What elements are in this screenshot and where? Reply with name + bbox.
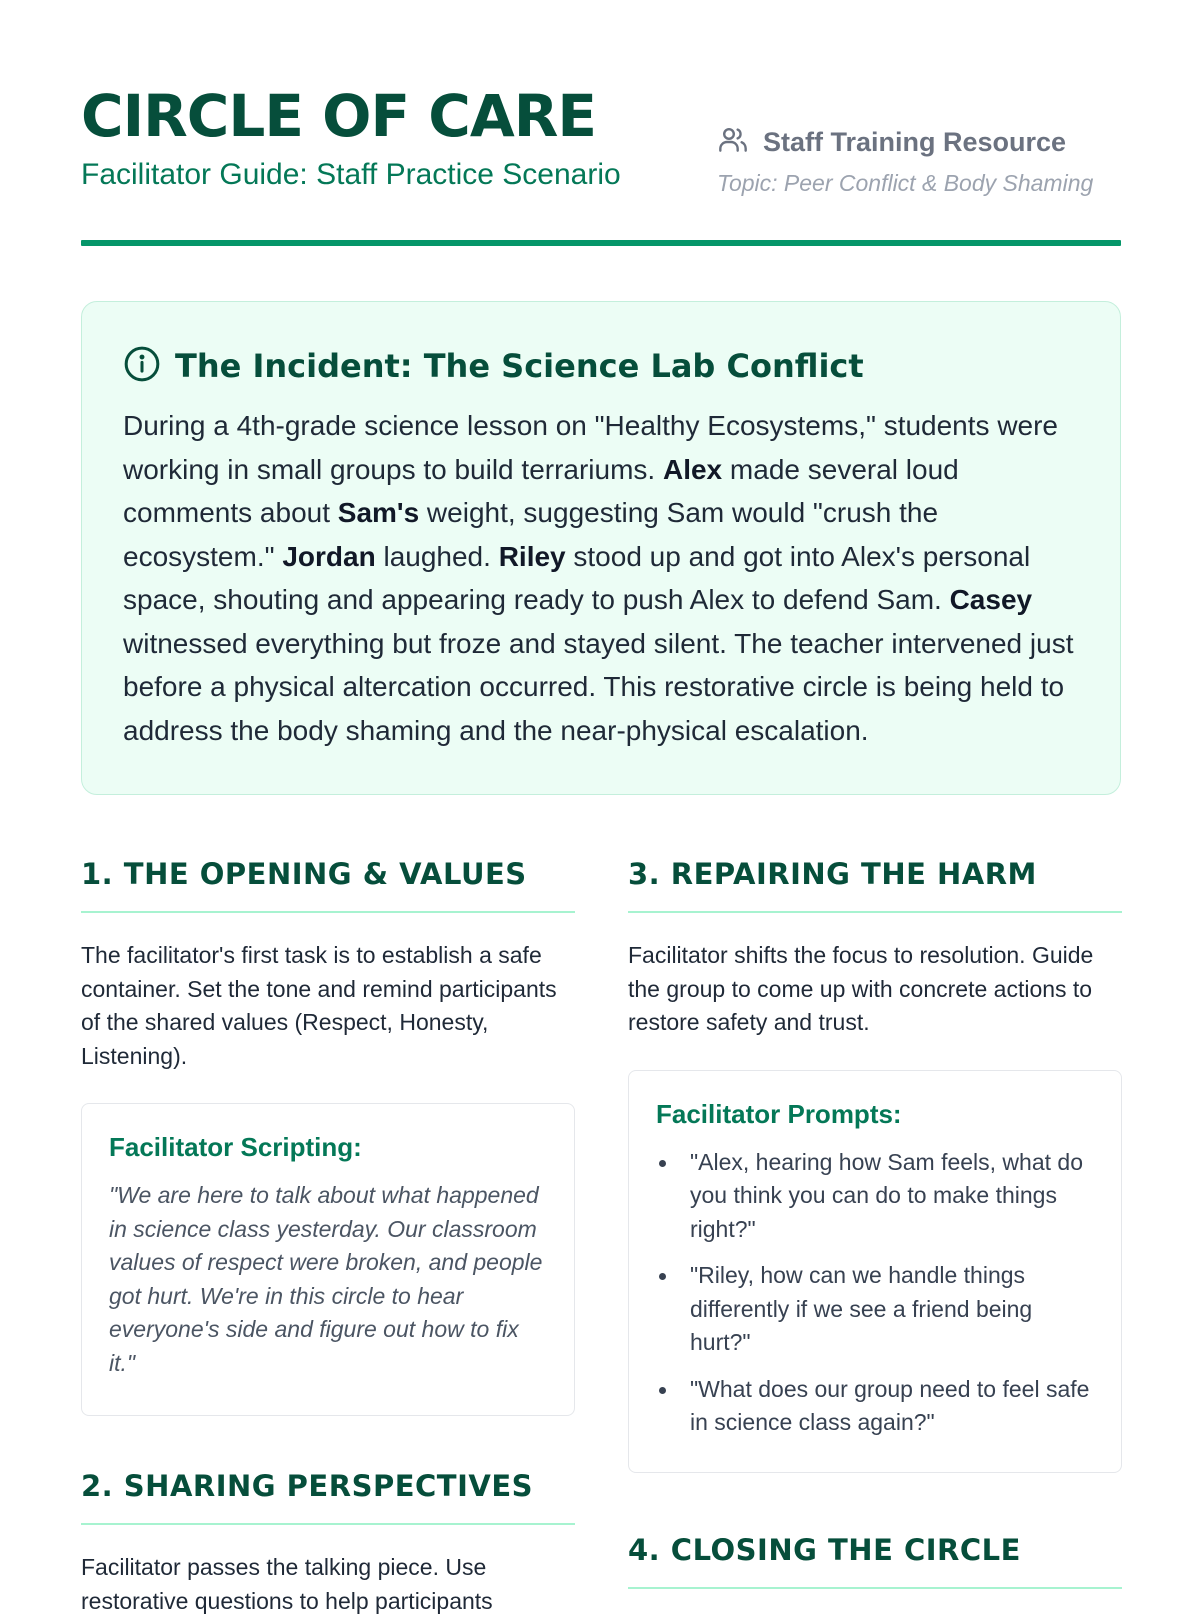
card-quote: "We are here to talk about what happened in science class yesterday. Our classroom values of respect were broken, and people got hurt. We're in this circle to hear everyone's side and figure out how to fix it." — [109, 1182, 543, 1376]
student-name: Alex — [662, 453, 723, 485]
prompt-list — [656, 1146, 1094, 1440]
card-title: Facilitator Scripting: — [109, 1132, 362, 1162]
incident-text: During a 4th-grade science lesson on "Healthy Ecosystems," students were working in small groups to build terrariums. — [123, 410, 1059, 485]
users-icon — [717, 124, 749, 161]
incident-text: laughed. — [375, 540, 499, 572]
page — [81, 0, 1121, 1614]
card-title: Facilitator Prompts: — [656, 1098, 902, 1129]
student-name: Casey — [949, 584, 1033, 615]
incident-text: stood up and got into Alex's personal space, shouting and appearing ready to push Alex to defend Sam. — [123, 540, 1031, 615]
incident-title: The Incident: The Science Lab Conflict — [175, 347, 864, 385]
section-title: 4. CLOSING THE CIRCLE — [628, 1516, 1122, 1589]
incident-heading — [123, 342, 1080, 390]
incident-text: witnessed everything but froze and stayed silent. The teacher intervened just before a physical altercation occurred. This restorative circle is being held to address the body shaming and the near-physical escalation. — [123, 627, 1074, 746]
resource-meta — [717, 122, 1093, 197]
scripting-card — [81, 1103, 575, 1416]
resource-topic: Topic: Peer Conflict & Body Shaming — [717, 170, 1094, 196]
resource-role — [717, 122, 1093, 162]
section-opening — [81, 840, 575, 1416]
header — [81, 0, 1121, 246]
right-column — [628, 840, 1122, 1589]
section-repairing — [628, 840, 1122, 1473]
page-subtitle: Facilitator Guide: Staff Practice Scenario — [81, 158, 621, 191]
header-divider — [81, 240, 1121, 246]
incident-text: weight, suggesting Sam would "crush the ecosystem." — [123, 497, 939, 572]
page-title: CIRCLE OF CARE — [81, 82, 596, 150]
section-title: 3. REPAIRING THE HARM — [628, 840, 1122, 913]
section-sharing — [81, 1452, 575, 1618]
left-column — [81, 840, 575, 1618]
section-title: 1. THE OPENING & VALUES — [81, 840, 575, 913]
prompt-item: "Alex, hearing how Sam feels, what do you think you can do to make things right?" — [656, 1146, 1094, 1247]
section-text: Facilitator passes the talking piece. Use restorative questions to help participants — [81, 1554, 493, 1614]
incident-text: made several loud comments about — [123, 453, 959, 528]
student-name: Riley — [498, 540, 566, 572]
student-name: Jordan — [282, 540, 376, 572]
resource-role-label: Staff Training Resource — [763, 126, 1067, 157]
section-text: Facilitator shifts the focus to resolution. Guide the group to come up with concrete actions to restore safety and trust. — [628, 942, 1094, 1035]
section-closing — [628, 1516, 1122, 1589]
info-circle-icon — [123, 345, 161, 388]
prompt-item: "Riley, how can we handle things differently if we see a friend being hurt?" — [656, 1259, 1094, 1360]
section-title: 2. SHARING PERSPECTIVES — [81, 1452, 575, 1525]
incident-description — [123, 404, 1080, 752]
incident-box — [81, 301, 1121, 795]
prompts-card — [628, 1070, 1122, 1473]
prompt-item: "What does our group need to feel safe in science class again?" — [656, 1373, 1094, 1440]
section-text: The facilitator's first task is to establish a safe container. Set the tone and remind participants of the shared values (Respect, Honesty, Listening). — [81, 942, 557, 1069]
student-name: Sam's — [337, 497, 420, 528]
